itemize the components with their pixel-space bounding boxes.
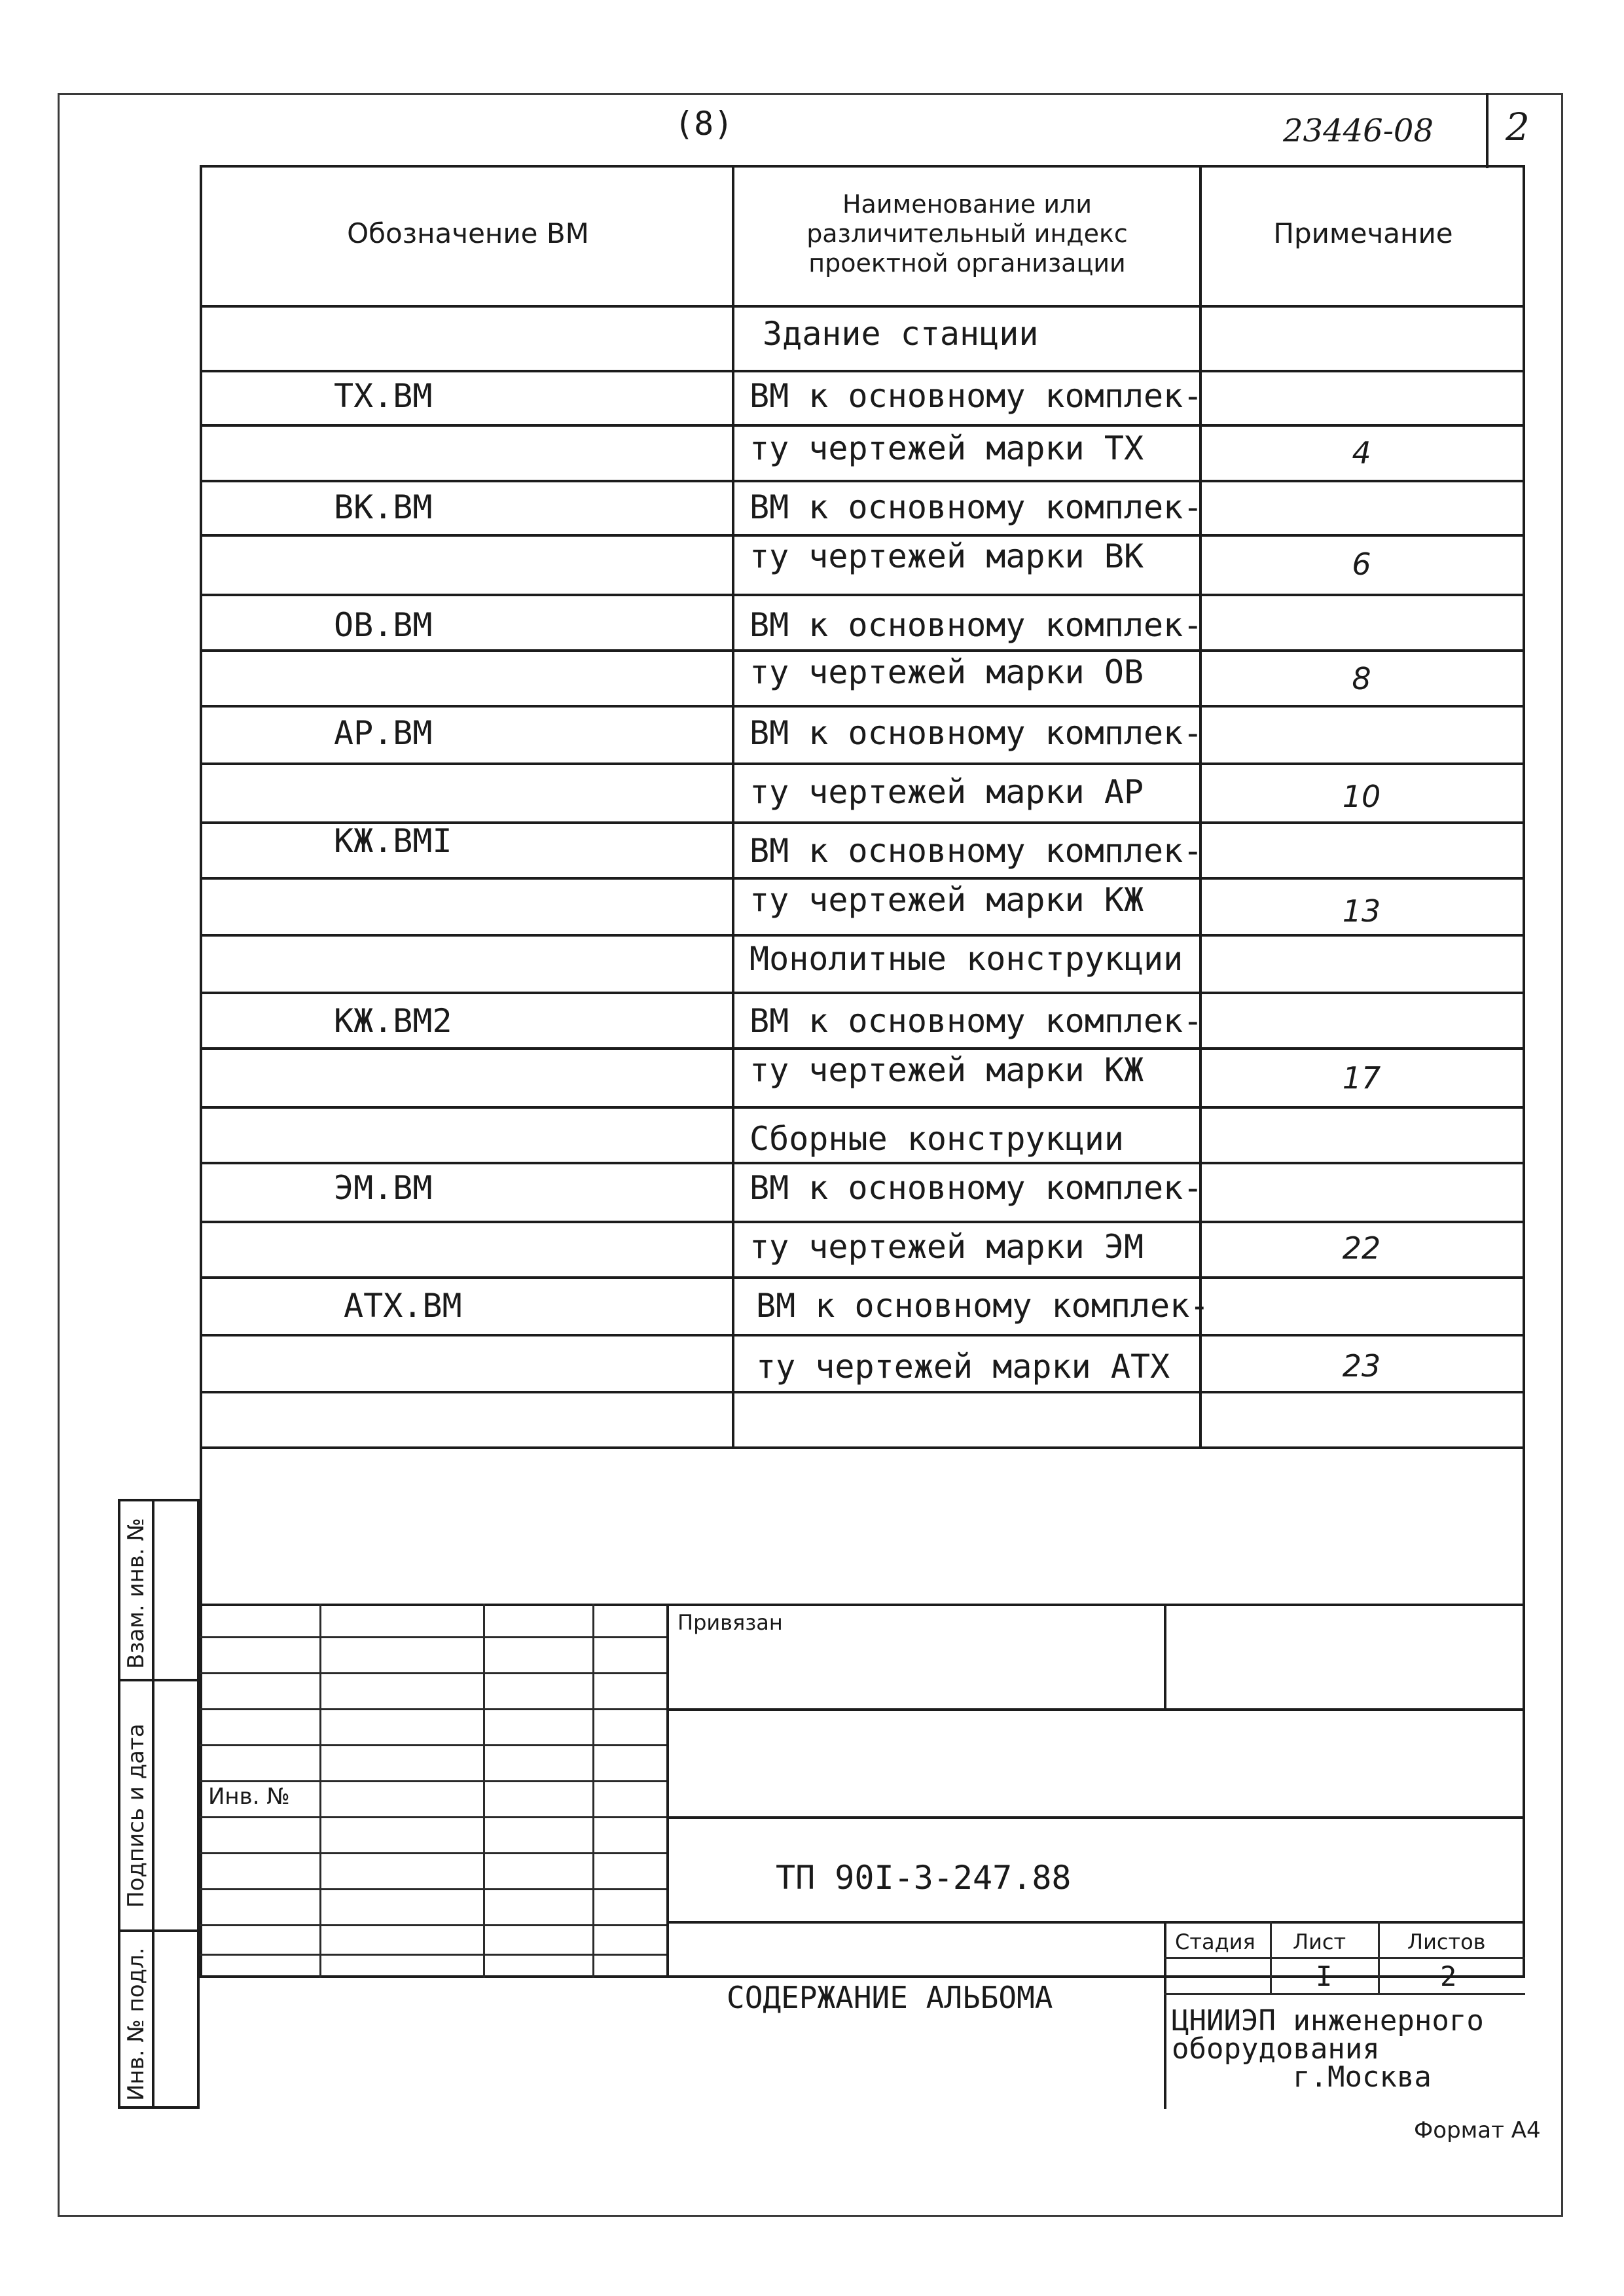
side-label-podpis-data: Подпись и дата <box>123 1723 149 1908</box>
tb-row <box>200 1852 666 1854</box>
side-label-inv-podl: Инв. № подл. <box>123 1947 149 2101</box>
row-line <box>200 1221 1525 1223</box>
header-note: Примечание <box>1273 217 1453 249</box>
row-line <box>200 424 1525 427</box>
sheets-label: Листов <box>1407 1929 1486 1954</box>
page-marker: (8) <box>674 105 734 143</box>
org-line2: оборудования <box>1172 2032 1380 2066</box>
row-name: ВМ к основному комплек- <box>749 1169 1203 1207</box>
tb-col <box>483 1604 485 1978</box>
row-line <box>200 934 1525 937</box>
tb-right-line <box>666 1708 1525 1711</box>
tb-right-line <box>666 1816 1525 1819</box>
row-line <box>200 992 1525 994</box>
row-designation: ВК.ВМ <box>334 488 433 526</box>
row-designation: КЖ.ВМ2 <box>334 1002 452 1040</box>
doc-code: 23446-08 <box>1283 113 1434 149</box>
row-name: ВМ к основному комплек- <box>749 488 1203 526</box>
tb-col <box>592 1604 594 1978</box>
row-line <box>200 762 1525 765</box>
sheet-number-divider <box>1486 93 1489 168</box>
row-line <box>200 1391 1525 1393</box>
tb-row <box>200 1744 666 1746</box>
row-name: ВМ к основному комплек- <box>749 832 1203 870</box>
side-stamp-line <box>118 1929 200 1932</box>
privyazan-divider <box>1164 1604 1166 1708</box>
table-bottom-line <box>200 1446 1525 1449</box>
row-name: ту чертежей марки КЖ <box>749 1051 1144 1089</box>
row-line <box>200 480 1525 482</box>
row-note: 23 <box>1342 1348 1381 1384</box>
row-name: ВМ к основному комплек- <box>749 606 1203 644</box>
row-name: ту чертежей марки АР <box>749 773 1144 811</box>
row-name: ту чертежей марки ЭМ <box>749 1228 1144 1266</box>
row-designation: ТХ.ВМ <box>334 377 433 415</box>
title-block-top <box>200 1604 1525 1606</box>
row-line <box>200 1276 1525 1279</box>
side-stamp-divider <box>152 1499 154 2109</box>
row-name: ВМ к основному комплек- <box>749 1002 1203 1040</box>
side-label-vzam-inv: Взам. инв. № <box>123 1518 149 1669</box>
row-designation: АР.ВМ <box>334 714 433 752</box>
privyazan-label: Привязан <box>677 1610 783 1635</box>
row-note: 17 <box>1342 1060 1381 1096</box>
row-line <box>200 649 1525 652</box>
row-designation: ОВ.ВМ <box>334 606 433 644</box>
tb-row <box>200 1888 666 1890</box>
row-name: ту чертежей марки ОВ <box>749 653 1144 691</box>
row-name: ту чертежей марки АТХ <box>756 1348 1170 1386</box>
row-line <box>200 1047 1525 1050</box>
header-name-line2: различительный индекс <box>806 219 1128 248</box>
row-name: Здание станции <box>763 315 1039 353</box>
header-designation: Обозначение ВМ <box>347 217 589 249</box>
row-designation: ЭМ.ВМ <box>334 1169 433 1207</box>
sheet-number: 2 <box>1506 105 1530 149</box>
side-stamp-line <box>118 1679 200 1681</box>
row-note: 4 <box>1352 435 1371 471</box>
row-name: ту чертежей марки КЖ <box>749 881 1144 919</box>
row-designation: КЖ.ВМI <box>334 822 452 860</box>
stage-line <box>1164 1957 1525 1959</box>
row-line <box>200 705 1525 708</box>
album-title: СОДЕРЖАНИЕ АЛЬБОМА <box>727 1980 1053 2015</box>
row-note: 22 <box>1342 1230 1381 1266</box>
org-line1: ЦНИИЭП инженерного <box>1172 2004 1484 2037</box>
row-line <box>200 877 1525 880</box>
row-name: ВМ к основному комплек- <box>756 1287 1210 1325</box>
tb-row <box>200 1636 666 1638</box>
row-note: 10 <box>1342 779 1381 814</box>
tb-row <box>200 1780 666 1782</box>
tb-row <box>200 1954 666 1956</box>
stage-col <box>1270 1921 1272 1993</box>
format-label: Формат А4 <box>1414 2117 1541 2144</box>
row-designation: АТХ.ВМ <box>344 1287 462 1325</box>
tb-row <box>200 1816 666 1818</box>
header-bottom-line <box>200 305 1525 308</box>
row-line <box>200 594 1525 596</box>
row-line <box>200 1334 1525 1336</box>
row-name: ВМ к основному комплек- <box>749 714 1203 752</box>
org-line3: г.Москва <box>1293 2060 1432 2094</box>
tb-col <box>319 1604 321 1978</box>
stage-block-divider <box>1164 1921 1166 2109</box>
sheet-value: I <box>1316 1960 1333 1992</box>
row-line <box>200 1162 1525 1164</box>
col-divider-2 <box>1199 165 1202 1446</box>
row-name: ту чертежей марки ТХ <box>749 429 1144 467</box>
stage-label: Стадия <box>1175 1929 1255 1954</box>
tb-row <box>200 1672 666 1674</box>
project-code: ТП 90I-3-247.88 <box>776 1859 1072 1897</box>
row-name: ВМ к основному комплек- <box>749 377 1203 415</box>
tb-row <box>200 1708 666 1710</box>
row-line <box>200 1106 1525 1109</box>
tb-row <box>200 1924 666 1926</box>
sheet-label: Лист <box>1293 1929 1346 1954</box>
header-name-line1: Наименование или <box>842 190 1092 219</box>
row-name: ту чертежей марки ВК <box>749 537 1144 575</box>
row-note: 6 <box>1352 547 1371 582</box>
tb-right-line <box>666 1921 1525 1924</box>
row-note: 13 <box>1342 893 1381 929</box>
row-line <box>200 370 1525 372</box>
sheets-value: 2 <box>1440 1960 1457 1992</box>
inv-no-label: Инв. № <box>208 1784 290 1810</box>
row-name: Сборные конструкции <box>749 1120 1124 1158</box>
header-name-line3: проектной организации <box>808 249 1126 278</box>
stage-col <box>1378 1921 1380 1993</box>
col-divider-1 <box>732 165 734 1446</box>
row-note: 8 <box>1352 661 1371 696</box>
row-name: Монолитные конструкции <box>749 940 1183 978</box>
stage-line <box>1164 1993 1525 1995</box>
